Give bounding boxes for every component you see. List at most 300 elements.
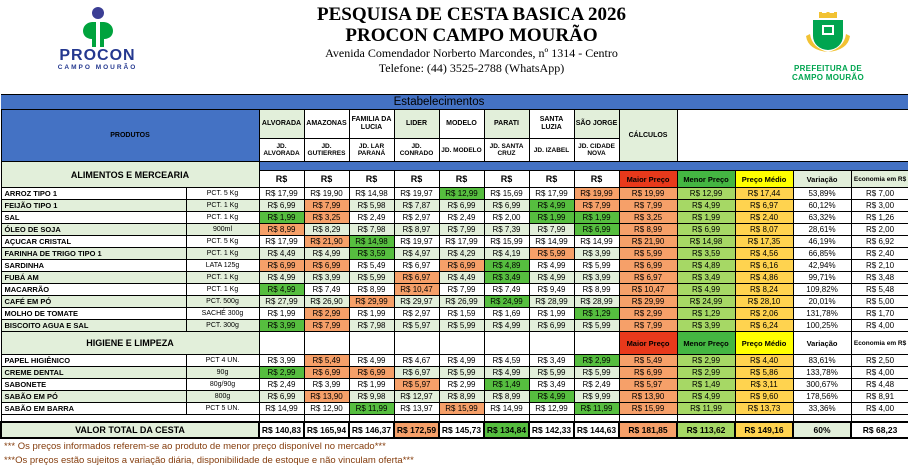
price-cell: R$ 1,99 [529, 308, 574, 320]
price-cell: R$ 8,99 [439, 391, 484, 403]
preco-medio-cell: R$ 4,86 [735, 272, 793, 284]
calc-header-menor-preco: Menor Preço [677, 332, 735, 355]
page-subtitle: PROCON CAMPO MOURÃO [345, 25, 598, 46]
price-cell: R$ 3,99 [259, 355, 304, 367]
price-cell: R$ 7,99 [304, 200, 349, 212]
product-name-cell: SABÃO EM PÓ [1, 391, 186, 403]
currency-header: R$ [529, 171, 574, 188]
preco-medio-cell: R$ 6,24 [735, 320, 793, 332]
maior-preco-cell: R$ 19,99 [619, 188, 677, 200]
price-cell: R$ 6,99 [574, 224, 619, 236]
store-header: FAMILIA DA LUCIA [349, 110, 394, 139]
store-district: JD. CONRADO [394, 139, 439, 162]
total-price-cell: R$ 140,83 [259, 422, 304, 438]
store-district: JD. LAR PARANÁ [349, 139, 394, 162]
price-cell: R$ 4,99 [439, 355, 484, 367]
economia-cell: R$ 4,00 [851, 403, 908, 415]
calc-header-preco-medio: Preço Médio [735, 332, 793, 355]
price-cell: R$ 3,99 [574, 272, 619, 284]
price-cell: R$ 13,90 [304, 391, 349, 403]
unit-cell: PCT. 5 Kg [186, 188, 259, 200]
empty-cell [394, 332, 439, 355]
unit-cell: 900ml [186, 224, 259, 236]
calc-header-variacao: Variação [793, 171, 851, 188]
price-cell: R$ 1,29 [574, 308, 619, 320]
prefeitura-logo-line1: PREFEITURA DE [793, 64, 863, 73]
price-cell: R$ 17,99 [259, 188, 304, 200]
price-cell: R$ 1,99 [529, 212, 574, 224]
price-cell: R$ 3,99 [304, 379, 349, 391]
price-cell: R$ 6,99 [304, 260, 349, 272]
price-cell: R$ 5,99 [574, 260, 619, 272]
store-header-row [1, 110, 908, 139]
unit-cell: 800g [186, 391, 259, 403]
economia-cell: R$ 4,00 [851, 367, 908, 379]
price-cell: R$ 26,99 [439, 296, 484, 308]
economia-cell: R$ 1,70 [851, 308, 908, 320]
unit-cell: PCT. 1 Kg [186, 248, 259, 260]
price-cell: R$ 4,19 [484, 248, 529, 260]
spacer-cell [439, 415, 484, 422]
economia-cell: R$ 2,50 [851, 355, 908, 367]
price-cell: R$ 6,97 [394, 260, 439, 272]
product-row [1, 284, 908, 296]
currency-header: R$ [259, 171, 304, 188]
menor-preco-cell: R$ 24,99 [677, 296, 735, 308]
calc-header-maior-preco: Maior Preço [619, 171, 677, 188]
price-cell: R$ 12,99 [439, 188, 484, 200]
price-cell: R$ 1,49 [484, 379, 529, 391]
menor-preco-cell: R$ 2,99 [677, 367, 735, 379]
preco-medio-cell: R$ 2,06 [735, 308, 793, 320]
price-cell: R$ 8,99 [259, 224, 304, 236]
store-header: MODELO [439, 110, 484, 139]
economia-cell: R$ 3,48 [851, 272, 908, 284]
price-cell: R$ 1,99 [349, 308, 394, 320]
price-cell: R$ 7,98 [349, 224, 394, 236]
calc-header-preco-medio: Preço Médio [735, 171, 793, 188]
price-cell: R$ 19,99 [574, 188, 619, 200]
price-cell: R$ 1,59 [439, 308, 484, 320]
price-cell: R$ 6,99 [439, 200, 484, 212]
product-name-cell: BISCOITO AGUA E SAL [1, 320, 186, 332]
economia-cell: R$ 2,40 [851, 248, 908, 260]
product-name-cell: FARINHA DE TRIGO TIPO 1 [1, 248, 186, 260]
price-table [0, 94, 908, 439]
store-header: SÃO JORGE [574, 110, 619, 139]
calculos-header: CÁLCULOS [619, 110, 677, 162]
maior-preco-cell: R$ 21,90 [619, 236, 677, 248]
total-price-cell: R$ 145,73 [439, 422, 484, 438]
price-cell: R$ 4,99 [259, 284, 304, 296]
price-cell: R$ 6,99 [304, 367, 349, 379]
calc-header-economia: Economia em R$ [851, 332, 908, 355]
maior-preco-cell: R$ 6,97 [619, 272, 677, 284]
price-cell: R$ 29,97 [394, 296, 439, 308]
price-cell: R$ 5,97 [394, 320, 439, 332]
menor-preco-cell: R$ 4,99 [677, 284, 735, 296]
menor-preco-cell: R$ 4,89 [677, 260, 735, 272]
price-cell: R$ 14,99 [529, 236, 574, 248]
price-cell: R$ 2,99 [439, 379, 484, 391]
variacao-cell: 83,61% [793, 355, 851, 367]
spacer-cell [529, 415, 574, 422]
price-cell: R$ 8,99 [484, 391, 529, 403]
phone-line: Telefone: (44) 3525-2788 (WhatsApp) [378, 61, 565, 75]
menor-preco-cell: R$ 1,49 [677, 379, 735, 391]
empty-cell [574, 332, 619, 355]
store-district: JD. CIDADE NOVA [574, 139, 619, 162]
total-price-cell: R$ 165,94 [304, 422, 349, 438]
currency-header: R$ [394, 171, 439, 188]
price-cell: R$ 4,49 [259, 248, 304, 260]
preco-medio-cell: R$ 3,11 [735, 379, 793, 391]
price-cell: R$ 3,25 [304, 212, 349, 224]
header [0, 0, 908, 92]
product-name-cell: FEIJÃO TIPO 1 [1, 200, 186, 212]
price-cell: R$ 2,49 [439, 212, 484, 224]
maior-preco-cell: R$ 6,99 [619, 260, 677, 272]
product-row [1, 320, 908, 332]
price-cell: R$ 7,87 [394, 200, 439, 212]
variacao-cell: 133,78% [793, 367, 851, 379]
price-cell: R$ 2,00 [484, 212, 529, 224]
price-cell: R$ 9,49 [529, 284, 574, 296]
unit-cell: PCT 4 UN. [186, 355, 259, 367]
price-cell: R$ 1,99 [259, 308, 304, 320]
price-cell: R$ 19,90 [304, 188, 349, 200]
price-cell: R$ 7,99 [304, 320, 349, 332]
spacer-cell [259, 415, 304, 422]
price-cell: R$ 11,99 [574, 403, 619, 415]
preco-medio-cell: R$ 28,10 [735, 296, 793, 308]
price-cell: R$ 3,99 [304, 272, 349, 284]
price-cell: R$ 11,99 [349, 403, 394, 415]
empty-cell [349, 332, 394, 355]
menor-preco-cell: R$ 1,99 [677, 212, 735, 224]
calc-header-variacao: Variação [793, 332, 851, 355]
price-cell: R$ 6,99 [259, 391, 304, 403]
price-cell: R$ 5,49 [349, 260, 394, 272]
product-name-cell: ÓLEO DE SOJA [1, 224, 186, 236]
menor-preco-cell: R$ 1,29 [677, 308, 735, 320]
maior-preco-cell: R$ 13,90 [619, 391, 677, 403]
price-cell: R$ 4,99 [529, 200, 574, 212]
empty-cell [529, 332, 574, 355]
product-name-cell: SARDINHA [1, 260, 186, 272]
price-cell: R$ 15,99 [484, 236, 529, 248]
spacer-cell [304, 415, 349, 422]
price-cell: R$ 5,99 [574, 320, 619, 332]
unit-cell: PCT. 300g [186, 320, 259, 332]
economia-cell: R$ 7,00 [851, 188, 908, 200]
product-row [1, 355, 908, 367]
price-cell: R$ 6,99 [349, 367, 394, 379]
price-cell: R$ 3,49 [484, 272, 529, 284]
price-cell: R$ 17,99 [529, 188, 574, 200]
total-price-cell: R$ 142,33 [529, 422, 574, 438]
product-row [1, 224, 908, 236]
product-row [1, 188, 908, 200]
price-cell: R$ 7,99 [529, 224, 574, 236]
variacao-cell: 20,01% [793, 296, 851, 308]
preco-medio-cell: R$ 6,16 [735, 260, 793, 272]
variacao-cell: 53,89% [793, 188, 851, 200]
price-cell: R$ 4,99 [529, 260, 574, 272]
spacer-cell [1, 415, 259, 422]
preco-medio-cell: R$ 17,35 [735, 236, 793, 248]
procon-logo-icon [72, 6, 124, 48]
price-cell: R$ 7,39 [484, 224, 529, 236]
product-name-cell: AÇUCAR CRISTAL [1, 236, 186, 248]
economia-cell: R$ 6,92 [851, 236, 908, 248]
variacao-cell: 300,67% [793, 379, 851, 391]
price-cell: R$ 5,99 [439, 367, 484, 379]
spacer-cell [793, 415, 851, 422]
price-cell: R$ 5,98 [349, 200, 394, 212]
currency-header: R$ [574, 171, 619, 188]
price-cell: R$ 5,97 [394, 379, 439, 391]
price-cell: R$ 7,99 [439, 224, 484, 236]
price-cell: R$ 14,99 [574, 236, 619, 248]
maior-preco-cell: R$ 15,99 [619, 403, 677, 415]
footnote-1: *** Os preços informados referem-se ao produto de menor preço disponível no mercado*** [4, 440, 386, 452]
price-cell: R$ 8,29 [304, 224, 349, 236]
empty-cell [304, 332, 349, 355]
preco-medio-cell: R$ 9,60 [735, 391, 793, 403]
price-cell: R$ 19,97 [394, 236, 439, 248]
price-cell: R$ 21,90 [304, 236, 349, 248]
price-cell: R$ 2,97 [394, 308, 439, 320]
section-header-alimentos: ALIMENTOS E MERCEARIA [1, 162, 259, 188]
spacer-cell [574, 415, 619, 422]
spacer-row [1, 415, 908, 422]
price-cell: R$ 5,99 [529, 248, 574, 260]
price-cell: R$ 4,99 [484, 320, 529, 332]
price-cell: R$ 10,47 [394, 284, 439, 296]
product-name-cell: PAPEL HIGIÊNICO [1, 355, 186, 367]
product-row [1, 379, 908, 391]
product-name-cell: SAL [1, 212, 186, 224]
price-cell: R$ 3,99 [259, 320, 304, 332]
maior-preco-cell: R$ 29,99 [619, 296, 677, 308]
unit-cell: PCT. 500g [186, 296, 259, 308]
price-cell: R$ 3,49 [529, 355, 574, 367]
maior-preco-cell: R$ 7,99 [619, 200, 677, 212]
total-maior-cell: R$ 181,85 [619, 422, 677, 438]
price-cell: R$ 4,59 [484, 355, 529, 367]
calc-header-maior-preco: Maior Preço [619, 332, 677, 355]
price-cell: R$ 14,99 [259, 403, 304, 415]
product-row [1, 272, 908, 284]
product-name-cell: SABONETE [1, 379, 186, 391]
price-cell: R$ 5,49 [304, 355, 349, 367]
price-cell: R$ 14,98 [349, 236, 394, 248]
unit-cell: PCT. 1 Kg [186, 284, 259, 296]
price-cell: R$ 12,97 [394, 391, 439, 403]
store-header: LIDER [394, 110, 439, 139]
prefeitura-logo-line2: CAMPO MOURÃO [791, 73, 865, 82]
store-header: ALVORADA [259, 110, 304, 139]
product-row [1, 248, 908, 260]
preco-medio-cell: R$ 6,97 [735, 200, 793, 212]
price-cell: R$ 6,99 [259, 200, 304, 212]
menor-preco-cell: R$ 4,99 [677, 200, 735, 212]
preco-medio-cell: R$ 4,40 [735, 355, 793, 367]
prefeitura-logo [748, 4, 908, 82]
price-cell: R$ 2,49 [259, 379, 304, 391]
variacao-cell: 33,36% [793, 403, 851, 415]
price-cell: R$ 5,99 [349, 272, 394, 284]
product-name-cell: ARROZ TIPO 1 [1, 188, 186, 200]
total-variacao-cell: 60% [793, 422, 851, 438]
estabelecimentos-bar-left [1, 95, 259, 110]
section-band-row [1, 162, 908, 171]
maior-preco-cell: R$ 6,99 [619, 367, 677, 379]
price-cell: R$ 28,99 [574, 296, 619, 308]
price-cell: R$ 17,99 [259, 236, 304, 248]
product-row [1, 212, 908, 224]
maior-preco-cell: R$ 7,99 [619, 320, 677, 332]
store-district: JD. ALVORADA [259, 139, 304, 162]
unit-cell: PCT. 1 Kg [186, 212, 259, 224]
price-cell: R$ 5,99 [439, 320, 484, 332]
section-header-higiene: HIGIENE E LIMPEZA [1, 332, 259, 355]
spacer-cell [349, 415, 394, 422]
product-row [1, 308, 908, 320]
economia-cell: R$ 4,48 [851, 379, 908, 391]
price-cell: R$ 2,97 [394, 212, 439, 224]
price-cell: R$ 8,99 [574, 284, 619, 296]
price-cell: R$ 17,99 [439, 236, 484, 248]
total-label: VALOR TOTAL DA CESTA [1, 422, 259, 438]
price-cell: R$ 2,99 [259, 367, 304, 379]
price-cell: R$ 15,69 [484, 188, 529, 200]
unit-cell: LATA 125g [186, 260, 259, 272]
price-cell: R$ 4,99 [304, 248, 349, 260]
variacao-cell: 28,61% [793, 224, 851, 236]
product-row [1, 200, 908, 212]
title-block [195, 4, 748, 76]
product-row [1, 296, 908, 308]
price-cell: R$ 6,99 [439, 260, 484, 272]
calc-header-economia: Economia em R$ [851, 171, 908, 188]
unit-cell: 80g/90g [186, 379, 259, 391]
price-cell: R$ 6,99 [529, 320, 574, 332]
price-cell: R$ 4,99 [529, 272, 574, 284]
total-row [1, 422, 908, 438]
menor-preco-cell: R$ 12,99 [677, 188, 735, 200]
spacer-cell [851, 415, 908, 422]
crest-icon [806, 12, 850, 64]
price-cell: R$ 27,99 [259, 296, 304, 308]
menor-preco-cell: R$ 4,99 [677, 391, 735, 403]
price-cell: R$ 4,99 [259, 272, 304, 284]
menor-preco-cell: R$ 3,99 [677, 320, 735, 332]
price-cell: R$ 14,98 [349, 188, 394, 200]
price-cell: R$ 4,89 [484, 260, 529, 272]
page-title: PESQUISA DE CESTA BASICA 2026 [316, 4, 627, 25]
spacer-cell [484, 415, 529, 422]
price-cell: R$ 5,99 [529, 367, 574, 379]
price-cell: R$ 12,99 [529, 403, 574, 415]
estabelecimentos-label: Estabelecimentos [259, 95, 619, 110]
price-cell: R$ 7,49 [304, 284, 349, 296]
price-cell: R$ 7,99 [574, 200, 619, 212]
maior-preco-cell: R$ 5,97 [619, 379, 677, 391]
blue-band [259, 162, 908, 171]
price-cell: R$ 7,98 [349, 320, 394, 332]
price-cell: R$ 13,97 [394, 403, 439, 415]
product-row [1, 367, 908, 379]
spacer-cell [619, 415, 677, 422]
price-cell: R$ 28,99 [529, 296, 574, 308]
menor-preco-cell: R$ 2,99 [677, 355, 735, 367]
product-name-cell: MACARRÃO [1, 284, 186, 296]
price-cell: R$ 29,99 [349, 296, 394, 308]
total-menor-cell: R$ 113,62 [677, 422, 735, 438]
economia-cell: R$ 8,91 [851, 391, 908, 403]
product-name-cell: FUBÁ AM [1, 272, 186, 284]
price-cell: R$ 1,99 [574, 212, 619, 224]
spacer-cell [735, 415, 793, 422]
price-cell: R$ 5,99 [574, 367, 619, 379]
price-cell: R$ 4,29 [439, 248, 484, 260]
price-cell: R$ 12,90 [304, 403, 349, 415]
empty-cell [259, 332, 304, 355]
address-line: Avenida Comendador Norberto Marcondes, nº 1314 - Centro [325, 46, 618, 60]
store-header: AMAZONAS [304, 110, 349, 139]
price-cell: R$ 15,99 [439, 403, 484, 415]
economia-cell: R$ 4,00 [851, 320, 908, 332]
preco-medio-cell: R$ 13,73 [735, 403, 793, 415]
procon-logo-city: CAMPO MOURÃO [57, 64, 138, 71]
price-cell: R$ 3,49 [529, 379, 574, 391]
produtos-header: PRODUTOS [1, 110, 259, 162]
price-cell: R$ 6,99 [259, 260, 304, 272]
unit-cell: SACHÉ 300g [186, 308, 259, 320]
variacao-cell: 66,85% [793, 248, 851, 260]
price-cell: R$ 2,99 [304, 308, 349, 320]
section-header-row [1, 332, 908, 355]
currency-header: R$ [349, 171, 394, 188]
price-cell: R$ 3,59 [349, 248, 394, 260]
empty-cell [439, 332, 484, 355]
maior-preco-cell: R$ 3,25 [619, 212, 677, 224]
total-medio-cell: R$ 149,16 [735, 422, 793, 438]
empty-cell [484, 332, 529, 355]
price-cell: R$ 3,99 [574, 248, 619, 260]
price-cell: R$ 4,99 [529, 391, 574, 403]
spacer-cell [394, 415, 439, 422]
estabelecimentos-bar [1, 95, 908, 110]
unit-cell: PCT. 1 Kg [186, 200, 259, 212]
maior-preco-cell: R$ 5,99 [619, 248, 677, 260]
price-cell: R$ 6,99 [484, 200, 529, 212]
price-cell: R$ 19,97 [394, 188, 439, 200]
menor-preco-cell: R$ 6,99 [677, 224, 735, 236]
store-header: SANTA LUZIA [529, 110, 574, 139]
preco-medio-cell: R$ 5,86 [735, 367, 793, 379]
preco-medio-cell: R$ 8,24 [735, 284, 793, 296]
economia-cell: R$ 2,00 [851, 224, 908, 236]
unit-cell: PCT. 5 Kg [186, 236, 259, 248]
maior-preco-cell: R$ 10,47 [619, 284, 677, 296]
product-name-cell: SABÃO EM BARRA [1, 403, 186, 415]
unit-cell: PCT. 1 Kg [186, 272, 259, 284]
product-row [1, 260, 908, 272]
price-cell: R$ 24,99 [484, 296, 529, 308]
